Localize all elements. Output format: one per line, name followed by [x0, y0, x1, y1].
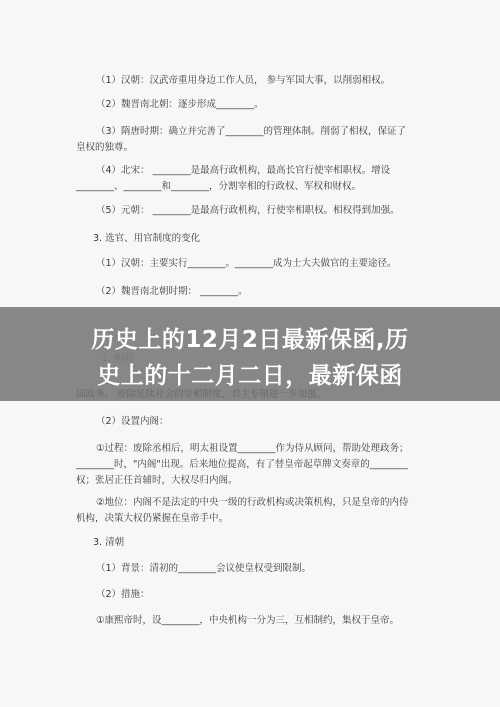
- section-heading: 3. 清朝: [93, 537, 125, 548]
- banner-title-line-2: 史上的十二月二日，最新保函: [97, 363, 403, 389]
- text-line: ①康熙帝时，设________，中央机构一分为三，互相制约，集权于皇帝。: [96, 615, 400, 626]
- text-line: ①过程：废除丞相后，明太祖设置________作为侍从顾问，帮助处理政务；: [96, 443, 409, 454]
- text-line: 皇权的独尊。: [76, 142, 134, 153]
- text-line: （2）魏晋南北朝时期： ________。: [96, 286, 248, 297]
- text-line: （1）汉朝：汉武帝重用身边工作人员， 参与军国大事，以削弱相权。: [96, 75, 391, 86]
- text-line: （5）元朝： ________是最高行政机构，行使宰相职权。相权得到加强。: [96, 205, 400, 216]
- section-heading: 3. 选官、用官制度的变化: [93, 233, 201, 244]
- text-line: （2）魏晋南北朝：逐步形成________。: [96, 99, 264, 110]
- banner-title-line-1: 历史上的12月2日最新保函,历: [91, 327, 409, 353]
- text-line: 机构，决策大权仍紧握在皇帝手中。: [76, 513, 229, 524]
- text-line: ________、________和________，分割宰相的行政权、军权和财权。: [76, 181, 362, 192]
- text-line: ________时，"内阁"出现。后来地位提高，有了替皇帝起草牌文奏章的________: [76, 459, 408, 470]
- text-line: （1）汉朝：主要实行________。________成为士大夫做官的主要途径。: [96, 258, 397, 269]
- text-line: （1）背景：清初的________会议使皇权受到限制。: [96, 563, 312, 574]
- text-line: 权；张居正任首辅时，大权尽归内阁。: [76, 475, 238, 486]
- text-line: （2）设置内阁：: [96, 416, 169, 427]
- title-banner: [0, 307, 500, 401]
- text-line: （3）隋唐时期：确立并完善了________的管理体制。削弱了相权，保证了: [96, 126, 407, 137]
- text-line: （2）措施：: [96, 589, 150, 600]
- text-line: ②地位：内阁不是法定的中央一级的行政机构或决策机构，只是皇帝的内侍: [96, 497, 409, 508]
- text-line: （4）北宋： ________是最高行政机构，最高长官行使宰相职权。增设: [96, 165, 391, 176]
